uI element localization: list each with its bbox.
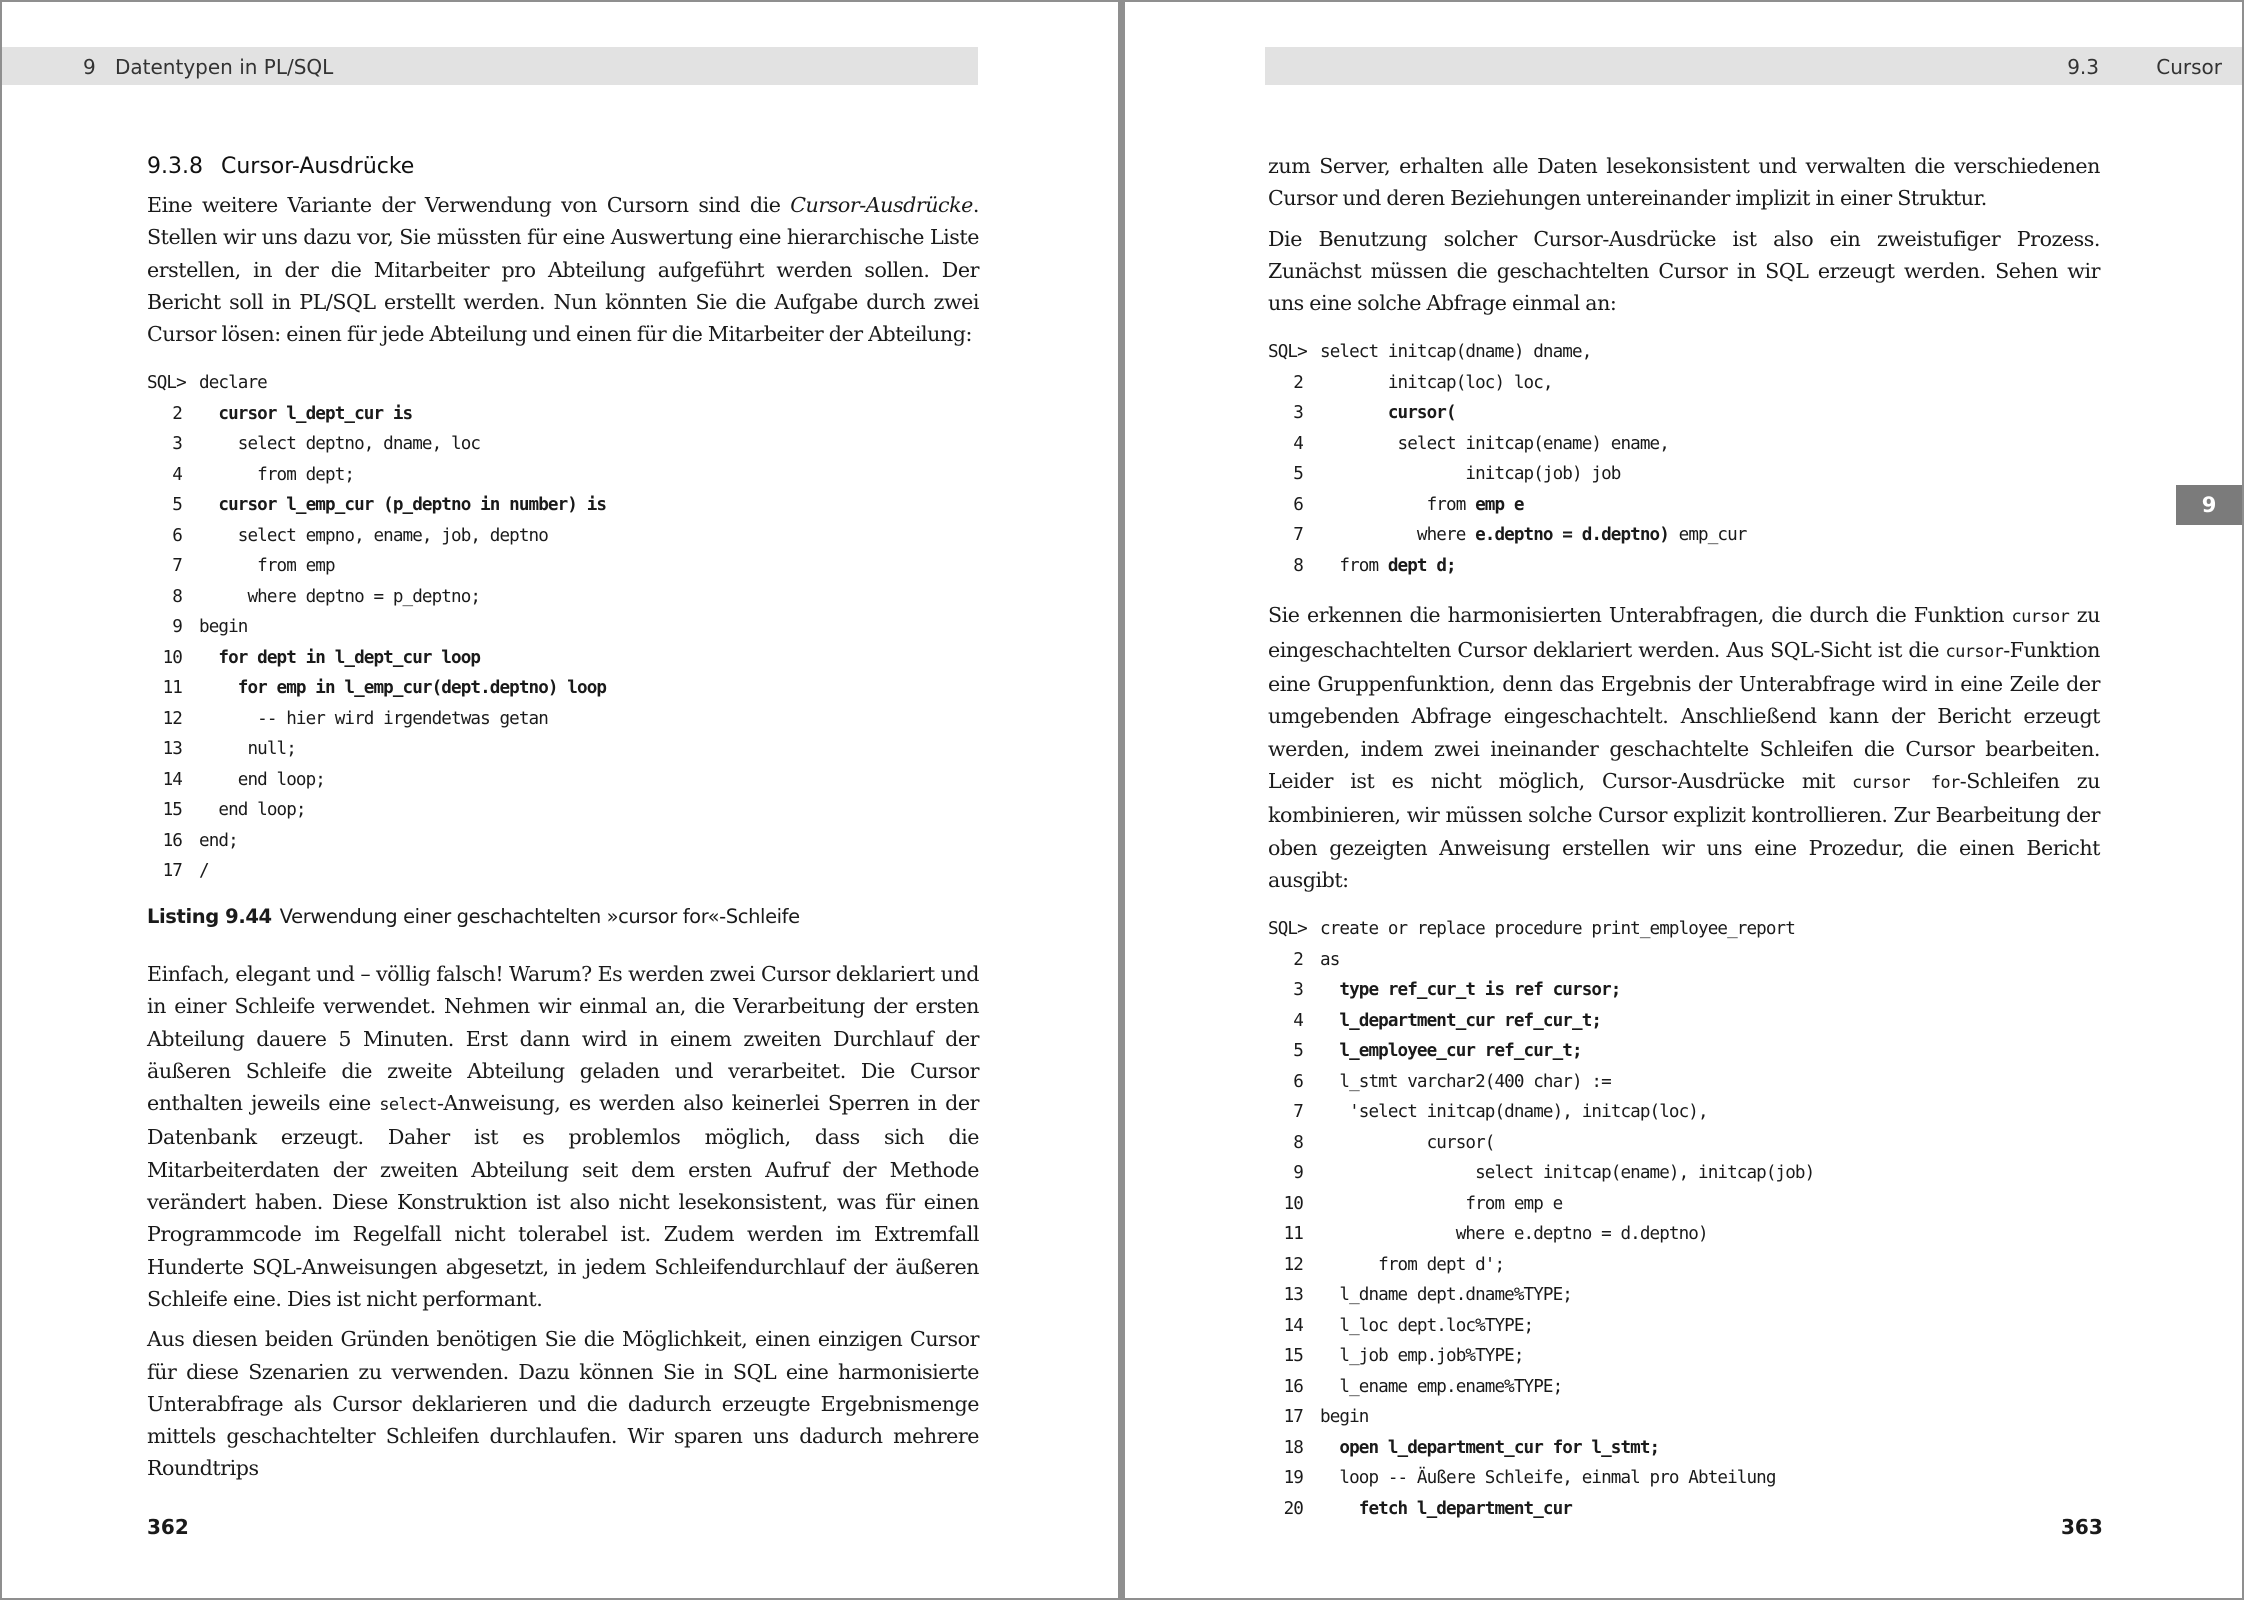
- code-line: [147, 429, 979, 460]
- line-number: 10: [1283, 1193, 1303, 1214]
- section-title: Cursor-Ausdrücke: [220, 154, 415, 179]
- code-text: [1320, 520, 1746, 551]
- line-number: 12: [162, 708, 182, 729]
- code-text: select initcap(ename), initcap(job): [1320, 1163, 1815, 1184]
- line-number: 6: [1293, 1071, 1303, 1092]
- code-text: end;: [199, 830, 238, 851]
- code-text: cursor l_dept_cur is: [199, 403, 413, 424]
- paragraph-continuation: zum Server, erhalten alle Daten lesekonsistent und verwalten die verschiedenen Cursor und deren Beziehungen untereinander implizit in einer Struktur.: [1268, 154, 2100, 211]
- line-number: 17: [162, 861, 182, 882]
- code-text: where e.deptno = d.deptno): [1320, 1224, 1708, 1245]
- code-line: [147, 460, 979, 491]
- line-number: SQL>: [1268, 342, 1307, 363]
- code-text: type ref_cur_t is ref cursor;: [1320, 980, 1621, 1001]
- code-line: [1268, 1097, 2100, 1128]
- paragraph-falsch: [147, 958, 979, 1315]
- line-number: 3: [1293, 403, 1303, 424]
- line-number: 2: [172, 403, 182, 424]
- code-text: [1320, 490, 1524, 521]
- code-text: select initcap(dname) dname,: [1320, 342, 1592, 363]
- code-text: create or replace procedure print_employee_report: [1320, 919, 1795, 940]
- line-number: 5: [172, 495, 182, 516]
- line-number: 3: [1293, 980, 1303, 1001]
- code-line: [147, 673, 979, 704]
- line-number: 3: [172, 434, 182, 455]
- code-text: l_employee_cur ref_cur_t;: [1320, 1041, 1582, 1062]
- code-line: [1268, 1006, 2100, 1037]
- inline-code-cursor-1: cursor: [2011, 607, 2070, 628]
- listing-caption: [147, 905, 979, 928]
- code-line: [147, 765, 979, 796]
- section-title-header: Cursor: [2156, 55, 2222, 79]
- line-number: SQL>: [147, 373, 186, 394]
- line-number: 5: [1293, 1041, 1303, 1062]
- code-text: for dept in l_dept_cur loop: [199, 647, 481, 668]
- code-text: begin: [199, 617, 248, 638]
- running-header-right: [1265, 47, 2242, 85]
- line-number: 13: [162, 739, 182, 760]
- code-line: [147, 704, 979, 735]
- code-segment: where: [1320, 525, 1476, 546]
- code-line: [1268, 914, 2100, 945]
- line-number: 4: [1293, 1010, 1303, 1031]
- code-line: [1268, 429, 2100, 460]
- line-number: 9: [1293, 1163, 1303, 1184]
- line-number: 4: [1293, 433, 1303, 454]
- code-line: [1268, 1402, 2100, 1433]
- code-text: l_stmt varchar2(400 char) :=: [1320, 1071, 1611, 1092]
- code-line: [147, 795, 979, 826]
- chapter-thumb-tab: 9: [2176, 485, 2242, 525]
- code-line: [147, 612, 979, 643]
- section-number-header: 9.3: [2067, 55, 2099, 79]
- line-number: 8: [1293, 555, 1303, 576]
- code-line: [147, 521, 979, 552]
- code-line: [147, 826, 979, 857]
- code-text: l_department_cur ref_cur_t;: [1320, 1010, 1602, 1031]
- code-text: -- hier wird irgendetwas getan: [199, 708, 548, 729]
- line-number: 2: [1293, 949, 1303, 970]
- para3-text-2: zu eingeschachtelten Cursor deklariert werden. Aus SQL-Sicht ist die: [1268, 603, 2100, 662]
- line-number: 4: [172, 464, 182, 485]
- code-segment: from: [1320, 494, 1476, 515]
- line-number: 7: [1293, 1102, 1303, 1123]
- intro-italic: Cursor-Ausdrücke: [790, 193, 973, 217]
- code-line: [147, 582, 979, 613]
- line-number: 15: [162, 800, 182, 821]
- code-line: [1268, 368, 2100, 399]
- code-segment: emp e: [1475, 494, 1524, 515]
- code-line: [1268, 520, 2100, 551]
- code-line: [1268, 1189, 2100, 1220]
- code-text: l_loc dept.loc%TYPE;: [1320, 1315, 1534, 1336]
- code-text: from dept;: [199, 464, 355, 485]
- code-line: [147, 368, 979, 399]
- line-number: 6: [172, 525, 182, 546]
- line-number: 8: [172, 586, 182, 607]
- inline-code-cursor-for: cursor for: [1852, 772, 1960, 793]
- para3-text-1: Sie erkennen die harmonisierten Unterabfragen, die durch die Funktion: [1268, 603, 2012, 628]
- code-text: cursor(: [1320, 1132, 1495, 1153]
- code-listing-9-44: [147, 368, 979, 887]
- para2-text-1: Einfach, elegant und – völlig falsch! Warum? Es werden zwei Cursor deklariert und in einer Schleife verwendet. Nehmen wir einmal an, die Verarbeitung der ersten Abteilung dauere 5 Minuten. Erst dann wird in einem zweiten Durchlauf der äußeren Schleife die zweite Abteilung geladen und verarbeitet. Die Cursor enthalten jeweils eine: [147, 961, 979, 1116]
- line-number: 20: [1283, 1498, 1303, 1519]
- chapter-number: 9: [83, 55, 96, 79]
- line-number: 12: [1283, 1254, 1303, 1275]
- inline-code-cursor-2: cursor: [1945, 641, 2004, 662]
- section-number: 9.3.8: [147, 154, 203, 179]
- code-text: null;: [199, 739, 296, 760]
- code-text: select initcap(ename) ename,: [1320, 433, 1669, 454]
- code-text: /: [199, 861, 209, 882]
- chapter-title: Datentypen in PL/SQL: [115, 55, 334, 79]
- code-text: select deptno, dname, loc: [199, 434, 481, 455]
- code-line: [1268, 1067, 2100, 1098]
- line-number: 16: [162, 830, 182, 851]
- intro-text-2: . Stellen wir uns dazu vor, Sie müssten für eine Auswertung eine hierarchische Liste erstellen, in der die Mitarbeiter pro Abteilung aufgeführt werden sollen. Der Bericht soll in PL/SQL erstellt werden. Nun könnten Sie die Aufgabe durch zwei Cursor lösen: einen für jede Abteilung und einen für die Mitarbeiter der Abteilung:: [147, 193, 979, 347]
- line-number: 14: [162, 769, 182, 790]
- code-line: [1268, 1280, 2100, 1311]
- para2-text-2: -Anweisung, es werden also keinerlei Sperren in der Datenbank erzeugt. Daher ist es problemlos möglich, dass sich die Mitarbeiterdaten der zweiten Abteilung seit dem ersten Aufruf der Methode verändert haben. Diese Konstruktion ist also nicht lesekonsistent, was für einen Programmcode im Regelfall nicht tolerabel ist. Zudem werden im Extremfall Hunderte SQL-Anweisungen abgesetzt, in jedem Schleifendurchlauf der äußeren Schleife eine. Dies ist nicht performant.: [147, 1091, 979, 1311]
- code-line: [1268, 459, 2100, 490]
- code-line: [1268, 490, 2100, 521]
- line-number: 11: [1283, 1224, 1303, 1245]
- intro-paragraph: [147, 189, 979, 350]
- code-line: [1268, 1250, 2100, 1281]
- paragraph-zweistufig: Die Benutzung solcher Cursor-Ausdrücke ist also ein zweistufiger Prozess. Zunächst müssen die geschachtelten Cursor in SQL erzeugt werden. Sehen wir uns eine solche Abfrage einmal an:: [1268, 226, 2100, 316]
- line-number: 5: [1293, 464, 1303, 485]
- line-number: 8: [1293, 1132, 1303, 1153]
- code-text: cursor l_emp_cur (p_deptno in number) is: [199, 495, 607, 516]
- code-line: [1268, 1158, 2100, 1189]
- code-line: [1268, 398, 2100, 429]
- listing-caption-text: Verwendung einer geschachtelten »cursor for«-Schleife: [279, 904, 800, 928]
- line-number: 9: [172, 617, 182, 638]
- left-page: [0, 0, 1118, 1600]
- line-number: 18: [1283, 1437, 1303, 1458]
- right-page: [1125, 0, 2243, 1600]
- code-line: [147, 551, 979, 582]
- code-line: [1268, 1433, 2100, 1464]
- code-text: fetch l_department_cur: [1320, 1498, 1573, 1519]
- code-text: initcap(job) job: [1320, 464, 1621, 485]
- paragraph-gruende: Aus diesen beiden Gründen benötigen Sie die Möglichkeit, einen einzigen Cursor für diese Szenarien zu verwenden. Dazu können Sie in SQL eine harmonisierte Unterabfrage als Cursor deklarieren und die dadurch erzeugte Ergebnismenge mittels geschachtelter Schleifen durchlaufen. Wir sparen uns dadurch mehrere Roundtrips: [147, 1327, 979, 1481]
- code-line: [1268, 1372, 2100, 1403]
- line-number: 14: [1283, 1315, 1303, 1336]
- intro-text-1: Eine weitere Variante der Verwendung von Cursorn sind die: [147, 193, 791, 217]
- para3-text-4: -Schleifen zu kombinieren, wir müssen solche Cursor explizit kontrollieren. Zur Bearbeitung der oben gezeigten Anweisung erstellen wir uns eine Prozedur, die einen Bericht ausgibt:: [1268, 768, 2100, 892]
- page-number-left: 362: [147, 1515, 189, 1539]
- line-number: 6: [1293, 494, 1303, 515]
- section-heading: [147, 154, 979, 179]
- code-line: [147, 490, 979, 521]
- line-number: 13: [1283, 1285, 1303, 1306]
- line-number: SQL>: [1268, 919, 1307, 940]
- code-line: [1268, 1311, 2100, 1342]
- code-line: [1268, 1463, 2100, 1494]
- code-text: begin: [1320, 1407, 1369, 1428]
- code-line: [1268, 337, 2100, 368]
- left-content: [147, 150, 979, 1493]
- code-segment: emp_cur: [1668, 525, 1747, 546]
- line-number: 7: [1293, 525, 1303, 546]
- code-text: end loop;: [199, 769, 326, 790]
- code-segment: dept d;: [1387, 555, 1456, 576]
- code-line: [1268, 1341, 2100, 1372]
- code-text: for emp in l_emp_cur(dept.deptno) loop: [199, 678, 607, 699]
- code-text: l_job emp.job%TYPE;: [1320, 1346, 1524, 1367]
- code-line: [147, 643, 979, 674]
- code-line: [1268, 1128, 2100, 1159]
- code-text: from emp: [199, 556, 335, 577]
- code-text: 'select initcap(dname), initcap(loc),: [1320, 1102, 1708, 1123]
- line-number: 15: [1283, 1346, 1303, 1367]
- code-line: [147, 734, 979, 765]
- code-line: [147, 399, 979, 430]
- code-cursor-expression: [1268, 337, 2100, 581]
- code-text: from emp e: [1320, 1193, 1563, 1214]
- code-text: loop -- Äußere Schleife, einmal pro Abteilung: [1320, 1468, 1776, 1489]
- line-number: 11: [162, 678, 182, 699]
- code-text: cursor(: [1320, 403, 1456, 424]
- book-gutter: [1118, 0, 1125, 1600]
- code-text: where deptno = p_deptno;: [199, 586, 481, 607]
- code-line: [1268, 1219, 2100, 1250]
- inline-code-select: select: [379, 1095, 438, 1116]
- code-text: open l_department_cur for l_stmt;: [1320, 1437, 1660, 1458]
- code-text: declare: [199, 373, 267, 394]
- line-number: 17: [1283, 1407, 1303, 1428]
- code-text: as: [1320, 949, 1340, 970]
- code-text: l_ename emp.ename%TYPE;: [1320, 1376, 1563, 1397]
- code-line: [147, 856, 979, 887]
- line-number: 2: [1293, 372, 1303, 393]
- code-text: select empno, ename, job, deptno: [199, 525, 548, 546]
- code-segment: from: [1320, 555, 1388, 576]
- code-line: [1268, 975, 2100, 1006]
- line-number: 10: [162, 647, 182, 668]
- code-text: end loop;: [199, 800, 306, 821]
- listing-label: Listing 9.44: [147, 904, 272, 928]
- code-line: [1268, 1494, 2100, 1525]
- code-text: from dept d';: [1320, 1254, 1505, 1275]
- page-number-right: 363: [2061, 1515, 2103, 1539]
- code-line: [1268, 551, 2100, 582]
- code-text: [1320, 551, 1456, 582]
- running-header: [2, 47, 978, 85]
- paragraph-unterabfragen: [1268, 599, 2100, 896]
- code-line: [1268, 945, 2100, 976]
- code-segment: e.deptno = d.deptno): [1475, 525, 1669, 546]
- code-procedure: [1268, 914, 2100, 1524]
- para3-text-3: -Funktion eine Gruppenfunktion, denn das Ergebnis der Unterabfrage wird in eine Zeile der umgebenden Abfrage eingeschachtelt. Anschließend kann der Bericht erzeugt werden, indem zwei ineinander geschachtelte Schleifen die Cursor bearbeiten. Leider ist es nicht möglich, Cursor-Ausdrücke mit: [1268, 637, 2100, 793]
- right-content: [1268, 150, 2100, 1542]
- code-line: [1268, 1036, 2100, 1067]
- code-text: initcap(loc) loc,: [1320, 372, 1553, 393]
- line-number: 19: [1283, 1468, 1303, 1489]
- line-number: 7: [172, 556, 182, 577]
- code-text: l_dname dept.dname%TYPE;: [1320, 1285, 1573, 1306]
- line-number: 16: [1283, 1376, 1303, 1397]
